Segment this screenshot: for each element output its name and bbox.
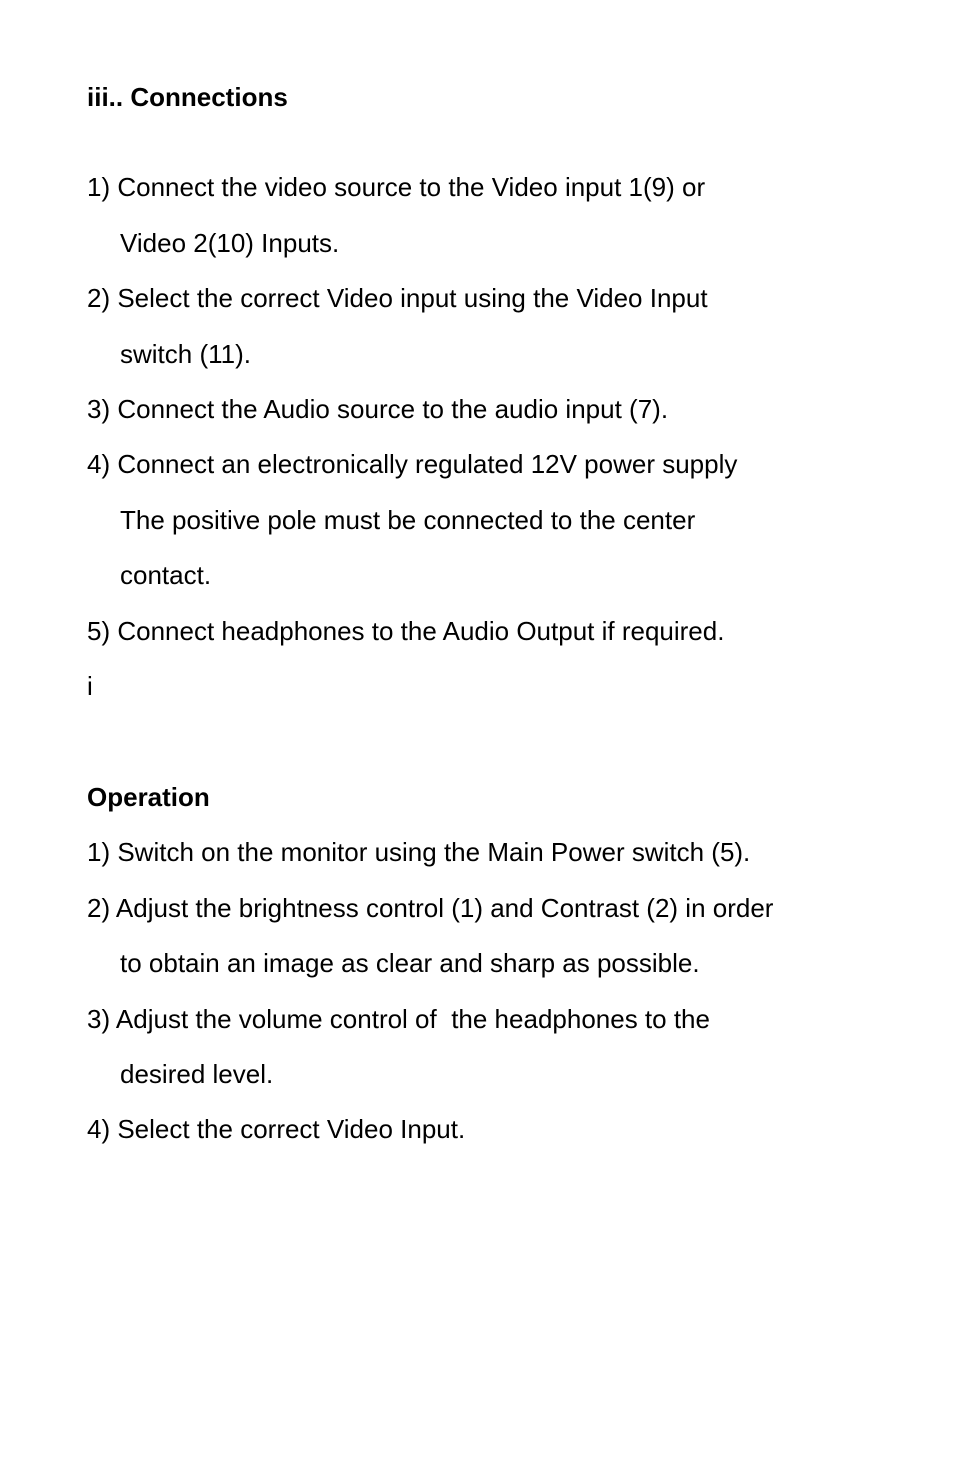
operation-step-1: 1) Switch on the monitor using the Main Power switch (5).: [87, 837, 751, 867]
operation-step-2: 2) Adjust the brightness control (1) and Contrast (2) in order: [87, 893, 774, 923]
connections-step-4-cont-b: contact.: [120, 560, 212, 590]
connections-step-3: 3) Connect the Audio source to the audio input (7).: [87, 394, 669, 424]
connections-step-5: 5) Connect headphones to the Audio Output if required.: [87, 616, 725, 646]
connections-heading: iii.. Connections: [87, 82, 288, 112]
operation-step-2-cont: to obtain an image as clear and sharp as possible.: [120, 948, 700, 978]
stray-character: i: [87, 671, 93, 701]
connections-step-4: 4) Connect an electronically regulated 12V power supply: [87, 449, 738, 479]
connections-step-2: 2) Select the correct Video input using the Video Input: [87, 283, 708, 313]
connections-step-1: 1) Connect the video source to the Video input 1(9) or: [87, 172, 706, 202]
connections-step-1-cont: Video 2(10) Inputs.: [120, 228, 340, 258]
operation-step-3-cont: desired level.: [120, 1059, 274, 1089]
operation-heading: Operation: [87, 782, 210, 812]
connections-step-4-cont-a: The positive pole must be connected to the center: [120, 505, 696, 535]
operation-step-3: 3) Adjust the volume control of the headphones to the: [87, 1004, 710, 1034]
connections-step-2-cont: switch (11).: [120, 339, 251, 369]
operation-step-4: 4) Select the correct Video Input.: [87, 1114, 466, 1144]
